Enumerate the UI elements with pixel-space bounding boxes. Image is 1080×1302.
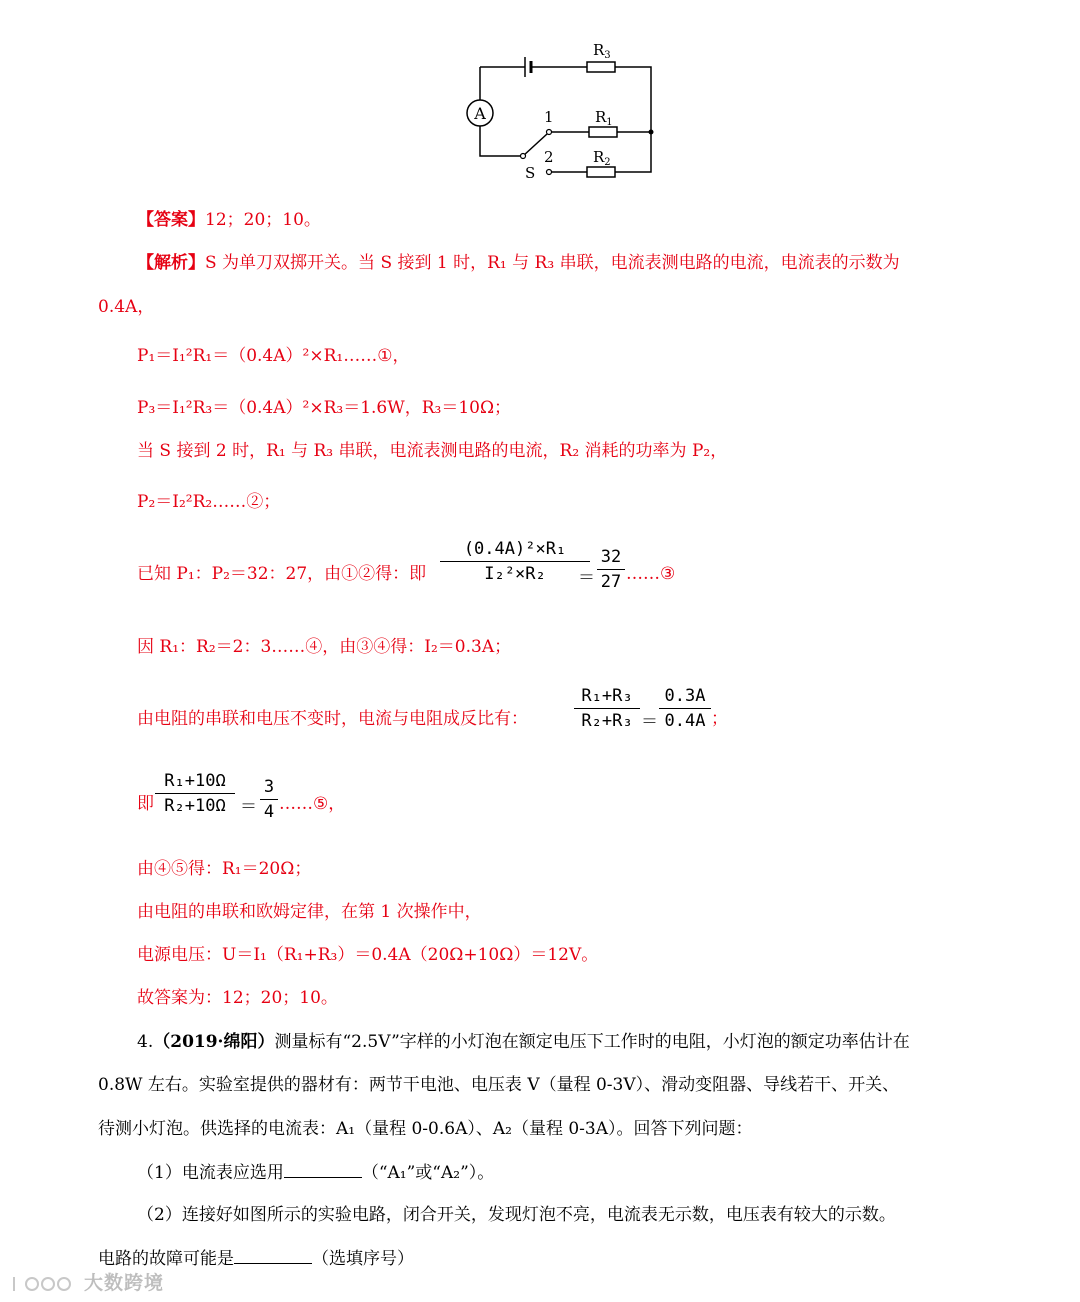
eq5-result-fraction: [260, 776, 278, 823]
inverse-denominator: R₂+R₃: [581, 711, 633, 731]
junction-dot: [649, 130, 654, 135]
ratio-equals: ＝: [578, 568, 595, 588]
question4-sub-1: [137, 1161, 494, 1184]
analysis-line-1-text: S 为单刀双掷开关。当 S 接到 1 时，R₁ 与 R₃ 串联，电流表测电路的电流，电流表的示数为: [205, 253, 900, 273]
eq5-fraction: [155, 770, 235, 817]
ohm-law-text: 由电阻的串联和欧姆定律，在第 1 次操作中，: [137, 902, 482, 922]
watermark-text: 大数跨境: [84, 1272, 165, 1294]
eq5-suffix: ……⑤，: [279, 794, 346, 814]
question4-line-1-text: 测量标有“2.5V”字样的小灯泡在额定电压下工作时的电阻，小灯泡的额定功率估计在: [274, 1032, 910, 1052]
switch-label: S: [525, 164, 536, 182]
ratio-prefix: 已知 P₁：P₂＝32：27，由①②得：即: [137, 564, 427, 584]
equation-p1: P₁＝I₁²R₁＝（0.4A）²×R₁……①，: [137, 346, 410, 366]
inverse-numerator: R₁+R₃: [581, 686, 633, 706]
answer-tag: 【答案】: [137, 210, 205, 230]
ratio-fraction: [440, 538, 590, 585]
pos-1-label: 1: [544, 108, 554, 126]
switch-pivot: [521, 154, 526, 159]
inverse-result-den: 0.4A: [664, 711, 706, 731]
r1-label: $R_1$: [595, 108, 613, 128]
voltage-text: 电源电压：U＝I₁（R₁+R₃）＝0.4A（20Ω+10Ω）＝12V。: [137, 945, 599, 965]
eq5-numerator: R₁+10Ω: [164, 771, 226, 791]
question4-number: 4.: [137, 1032, 154, 1052]
ammeter-label: A: [474, 104, 486, 123]
watermark: [10, 1268, 164, 1295]
question4-line-2: 0.8W 左右。实验室提供的器材有：两节干电池、电压表 V（量程 0-3V）、滑动变阻器、导线若干、开关、: [98, 1075, 900, 1095]
ratio-numerator: (0.4A)²×R₁: [463, 539, 567, 559]
ratio-denominator: I₂²×R₂: [484, 564, 546, 584]
analysis-line-2: 0.4A，: [98, 297, 155, 317]
inverse-suffix: ；: [711, 709, 728, 729]
question4-sub-2b: [98, 1247, 414, 1270]
contact-1: [547, 130, 552, 135]
sub2-answer-blank[interactable]: [234, 1247, 312, 1264]
r2-label: $R_2$: [593, 148, 611, 168]
sub1-answer-blank[interactable]: [284, 1161, 362, 1178]
ratio-suffix: ……③: [626, 564, 676, 584]
ratio-result-fraction: [597, 546, 625, 593]
ji-label: 即: [137, 794, 154, 814]
question4-sub-2: （2）连接好如图所示的实验电路，闭合开关，发现灯泡不亮，电流表无示数，电压表有较大的示数。: [137, 1205, 896, 1225]
eq5-equals: ＝: [240, 797, 257, 817]
eq5-result-num: 3: [263, 777, 275, 797]
analysis-tag: 【解析】: [137, 253, 205, 273]
eq5-denominator: R₂+10Ω: [164, 796, 226, 816]
circuit-diagram: [455, 30, 685, 190]
contact-2: [547, 170, 552, 175]
answer-text: 12；20；10。: [205, 210, 321, 230]
question4-source: （2019·绵阳）: [153, 1032, 275, 1052]
analysis-line-1: [137, 252, 900, 274]
sub2b-prefix: 电路的故障可能是: [98, 1249, 234, 1269]
r1-result-text: 由④⑤得：R₁＝20Ω；: [137, 859, 312, 879]
inverse-result-num: 0.3A: [664, 686, 706, 706]
sub1-prefix: （1）电流表应选用: [137, 1163, 284, 1183]
sub1-suffix: （“A₁”或“A₂”）。: [361, 1163, 495, 1183]
inverse-prefix: 由电阻的串联和电压不变时，电流与电阻成反比有：: [137, 709, 528, 729]
eq5-result-den: 4: [263, 802, 275, 822]
switch-pos-2-text: 当 S 接到 2 时，R₁ 与 R₃ 串联，电流表测电路的电流，R₂ 消耗的功率为 P₂，: [137, 441, 728, 461]
watermark-logo-icon: [10, 1273, 80, 1295]
pos-2-label: 2: [544, 148, 554, 166]
resistance-ratio-text: 因 R₁：R₂＝2：3……④，由③④得：I₂＝0.3A；: [137, 637, 512, 657]
answer-line: [137, 209, 321, 231]
inverse-fraction: [574, 685, 640, 732]
ratio-result-den: 27: [600, 572, 622, 592]
conclusion-text: 故答案为：12；20；10。: [137, 988, 338, 1008]
r3-label: $R_3$: [593, 41, 611, 61]
equation-p2: P₂＝I₂²R₂……②；: [137, 492, 281, 512]
inverse-equals: ＝: [641, 712, 658, 732]
sub2b-suffix: （选填序号）: [312, 1249, 414, 1269]
question4-line-1: [137, 1031, 910, 1053]
question4-line-3: 待测小灯泡。供选择的电流表：A₁（量程 0-0.6A）、A₂（量程 0-3A）。回答下列问题：: [98, 1119, 753, 1139]
equation-p3: P₃＝I₁²R₃＝（0.4A）²×R₃＝1.6W，R₃＝10Ω；: [137, 398, 512, 418]
ratio-result-num: 32: [600, 547, 622, 567]
inverse-result-fraction: [659, 685, 711, 732]
